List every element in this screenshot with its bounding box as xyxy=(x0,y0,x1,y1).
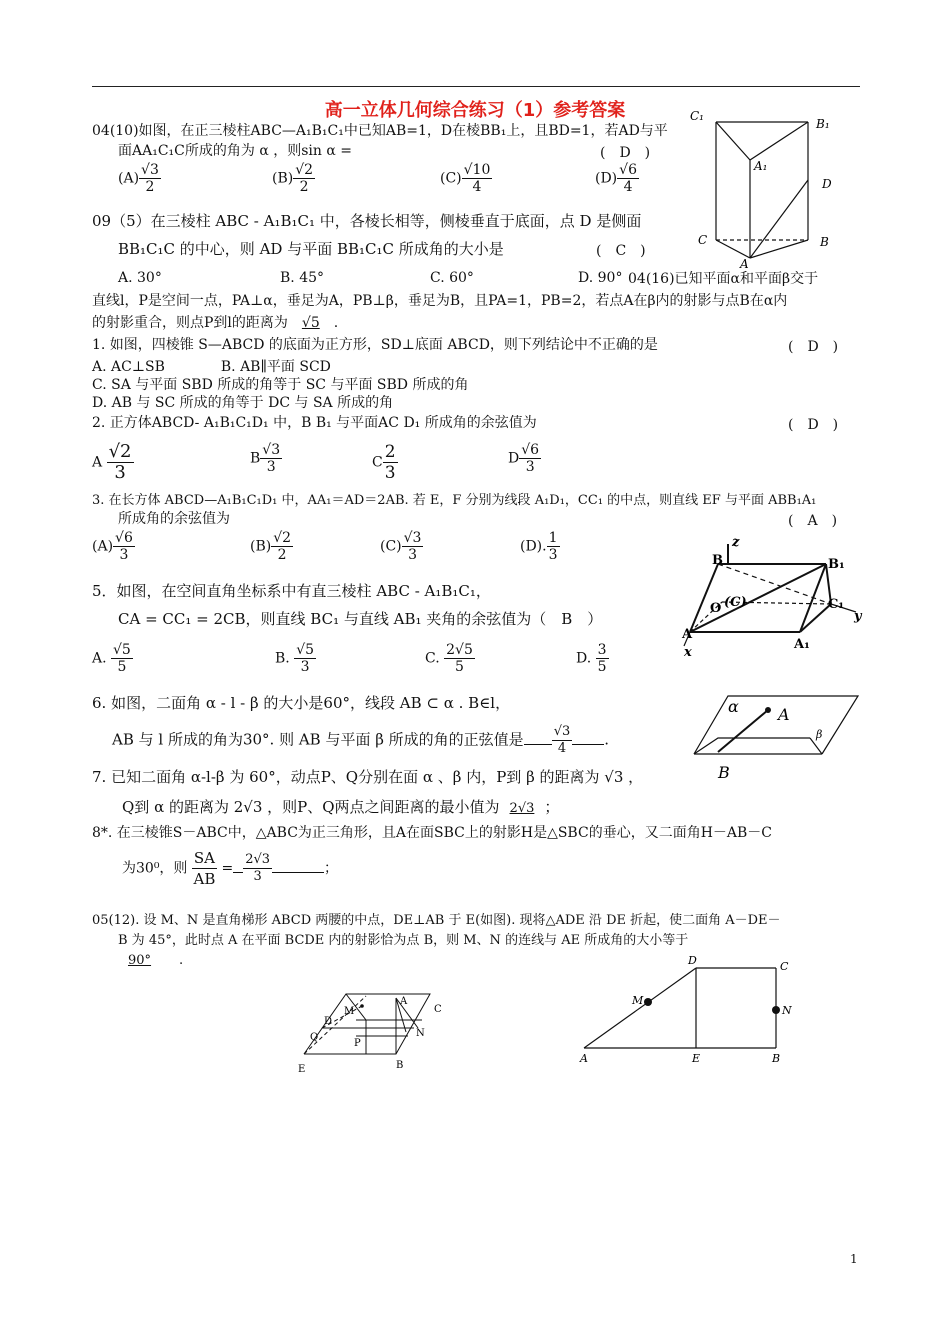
q7-line2: CA = CC₁ = 2CB，则直线 BC₁ 与直线 AB₁ 夹角的余弦值为（ B ） xyxy=(118,610,603,628)
page-title: 高一立体几何综合练习（1）参考答案 xyxy=(324,100,626,121)
dihedral-point-a xyxy=(765,707,771,713)
q2-option-d: D. 90° xyxy=(578,270,623,286)
coord-label-a: A xyxy=(682,627,693,642)
dihedral-label-beta: β xyxy=(816,728,823,741)
q7-line1: 5．如图，在空间直角坐标系中有直三棱柱 ABC - A₁B₁C₁， xyxy=(92,582,491,600)
fold-point-m xyxy=(360,1004,364,1008)
fold-label-c: C xyxy=(434,1004,442,1015)
fold-label-n: N xyxy=(416,1028,425,1039)
dihedral-label-b: B xyxy=(718,763,730,782)
q6-answer: ( A ) xyxy=(788,513,838,529)
q6-option-c: (C) $\frac{√3}{3}$ xyxy=(380,530,422,563)
q4-option-c: C. SA 与平面 SBD 所成的角等于 SC 与平面 SBD 所成的角 xyxy=(92,377,469,393)
q11-line1: 05(12). 设 M、N 是直角梯形 ABCD 两腰的中点，DE⊥AB 于 E(如图). 现将△ADE 沿 DE 折起，使二面角 A－DE－ xyxy=(92,913,781,928)
q6-option-a: (A) $\frac{√6}{3}$ xyxy=(92,530,133,563)
q9-answer: 2√3 xyxy=(509,801,535,816)
trap-label-m: M xyxy=(632,994,644,1007)
coord-label-c: (C) xyxy=(724,595,747,610)
q3-line2: 直线l，P是空间一点，PA⊥α，垂足为A，PB⊥β，垂足为B，且PA=1，PB=2，若点A在β内的射影与点B在α内 xyxy=(92,293,788,309)
q6-line1: 3. 在长方体 ABCD—A₁B₁C₁D₁ 中，AA₁＝AD＝2AB. 若 E，F 分别为线段 A₁D₁，CC₁ 的中点，则直线 EF 与平面 ABB₁A₁ xyxy=(92,493,817,508)
q11-line2: B 为 45°，此时点 A 在平面 BCDE 内的射影恰为点 B，则 M、N 的连线与 AE 所成角的大小等于 xyxy=(118,933,689,948)
q3-line1: 04(16)已知平面α和平面β交于 xyxy=(628,271,819,287)
q1-line2: 面AA₁C₁C所成的角为 α ，则sin α = xyxy=(118,143,352,159)
q2-option-b: B. 45° xyxy=(280,270,325,286)
q5-option-c: C $\frac{2}{3}$ xyxy=(372,442,396,483)
prism-label-c: C xyxy=(698,233,708,247)
q1-answer: ( D ) xyxy=(600,145,651,161)
q11-answer: 90° xyxy=(128,953,152,968)
fold-label-b: B xyxy=(396,1060,404,1071)
coord-label-o: O xyxy=(710,601,722,616)
prism-label-a: A xyxy=(740,257,749,268)
dihedral-label-a: A xyxy=(778,705,790,724)
q6-option-d: (D). $\frac{1}{3}$ xyxy=(520,530,558,563)
q9-line1: 7. 已知二面角 α-l-β 为 60°，动点P、Q分别在面 α 、β 内，P到 β 的距离为 √3 ， xyxy=(92,768,644,786)
trap-label-e: E xyxy=(692,1052,701,1065)
q2-answer: ( C ) xyxy=(596,243,646,259)
trapezoid-figure xyxy=(576,952,792,1070)
dihedral-figure xyxy=(690,690,860,782)
prism-figure xyxy=(688,108,858,268)
coord-label-c1: C₁ xyxy=(828,597,845,612)
q10-line2: 为30⁰，则 $\frac{SA}{AB}$ = $\frac{2√3}{3}$ ； xyxy=(122,849,339,888)
fold-label-q: Q xyxy=(310,1032,319,1043)
coord-label-b1: B₁ xyxy=(828,557,845,572)
q8-line1: 6. 如图，二面角 α - l - β 的大小是60°，线段 AB ⊂ α . B∈l， xyxy=(92,694,511,712)
trap-point-n xyxy=(772,1006,780,1014)
q2-line1: 09（5）在三棱柱 ABC - A₁B₁C₁ 中，各棱长相等，侧棱垂直于底面，点 D 是侧面 xyxy=(92,212,642,230)
prism-label-d: D xyxy=(822,177,832,191)
prism-label-a1: A₁ xyxy=(754,159,768,173)
prism-label-c1: C₁ xyxy=(690,109,704,123)
q7-option-d: D. $\frac{3}{5}$ xyxy=(576,642,607,675)
q7-option-c: C. $\frac{2√5}{5}$ xyxy=(425,642,473,675)
q4-line1: 1. 如图，四棱锥 S—ABCD 的底面为正方形，SD⊥底面 ABCD，则下列结论中不正确的是 xyxy=(92,337,658,353)
q2-option-c: C. 60° xyxy=(430,270,474,286)
q1-option-d: (D) $\frac{√6}{4}$ xyxy=(595,162,637,195)
coord-label-z: z xyxy=(732,535,740,550)
dihedral-label-alpha: α xyxy=(728,697,739,716)
q9-line2: Q到 α 的距离为 2√3 ，则P、Q两点之间距离的最小值为 2√3 ； xyxy=(122,798,560,816)
fold-label-d: D xyxy=(324,1016,333,1027)
trap-label-n: N xyxy=(782,1004,792,1017)
q1-option-b: (B) $\frac{√2}{2}$ xyxy=(272,162,314,195)
coord-label-y: y xyxy=(854,609,862,624)
q1-option-a: (A) $\frac{√3}{2}$ xyxy=(118,162,159,195)
fold-label-e: E xyxy=(298,1064,306,1075)
q4-option-d: D. AB 与 SC 所成的角等于 DC 与 SA 所成的角 xyxy=(92,395,394,411)
q7-option-a: A. $\frac{√5}{5}$ xyxy=(92,642,131,675)
fold-label-p: P xyxy=(354,1038,361,1049)
coord-label-a1: A₁ xyxy=(794,637,810,652)
q5-line1: 2. 正方体ABCD- A₁B₁C₁D₁ 中，B B₁ 与平面AC D₁ 所成角的余弦值为 xyxy=(92,415,537,431)
q2-line2: BB₁C₁C 的中心，则 AD 与平面 BB₁C₁C 所成角的大小是 xyxy=(118,240,504,258)
q1-line1: 04(10)如图，在正三棱柱ABC—A₁B₁C₁中已知AB=1，D在棱BB₁上，且BD=1，若AD与平 xyxy=(92,123,668,139)
q7-option-b: B. $\frac{√5}{3}$ xyxy=(275,642,315,675)
q10-line1: 8*. 在三棱锥S－ABC中，△ABC为正三角形，且A在面SBC上的射影H是△SBC的垂心，又二面角H－AB－C xyxy=(92,825,773,841)
fold-label-a: A xyxy=(400,996,408,1007)
q8-line2: AB 与 l 所成的角为30°. 则 AB 与平面 β 所成的角的正弦值是 $\frac{√3}{4}$ . xyxy=(112,724,610,756)
trap-label-d: D xyxy=(688,954,697,967)
fold-label-m: M xyxy=(344,1006,355,1017)
top-rule xyxy=(92,86,860,87)
q5-option-b: B $\frac{√3}{3}$ xyxy=(250,442,281,475)
q3-line3: 的射影重合，则点P到l的距离为 √5 . xyxy=(92,315,339,331)
q5-answer: ( D ) xyxy=(788,417,839,433)
q6-line2: 所成角的余弦值为 xyxy=(118,511,230,527)
prism-label-b: B xyxy=(820,235,829,249)
coord-prism-figure xyxy=(676,534,866,660)
q5-option-a: A $\frac{√2}{3}$ xyxy=(92,441,132,483)
prism-label-b1: B₁ xyxy=(816,117,830,131)
q5-option-d: D $\frac{√6}{3}$ xyxy=(508,442,540,475)
trap-label-a: A xyxy=(580,1052,588,1065)
fold-figure xyxy=(296,988,456,1080)
q6-option-b: (B) $\frac{√2}{2}$ xyxy=(250,530,292,563)
coord-label-x: x xyxy=(684,645,692,660)
page-number: 1 xyxy=(850,1252,858,1266)
q4-option-ab: A. AC⊥SB B. AB∥平面 SCD xyxy=(92,359,331,375)
coord-label-b: B xyxy=(712,553,723,568)
q3-answer: √5 xyxy=(301,315,320,331)
q2-option-a: A. 30° xyxy=(118,270,162,286)
q1-option-c: (C) $\frac{√10}{4}$ xyxy=(440,162,491,195)
trap-label-b: B xyxy=(772,1052,781,1065)
trap-point-m xyxy=(644,998,652,1006)
trap-label-c: C xyxy=(780,960,789,973)
q4-answer: ( D ) xyxy=(788,339,839,355)
q11-line3: 90° . xyxy=(118,952,183,970)
